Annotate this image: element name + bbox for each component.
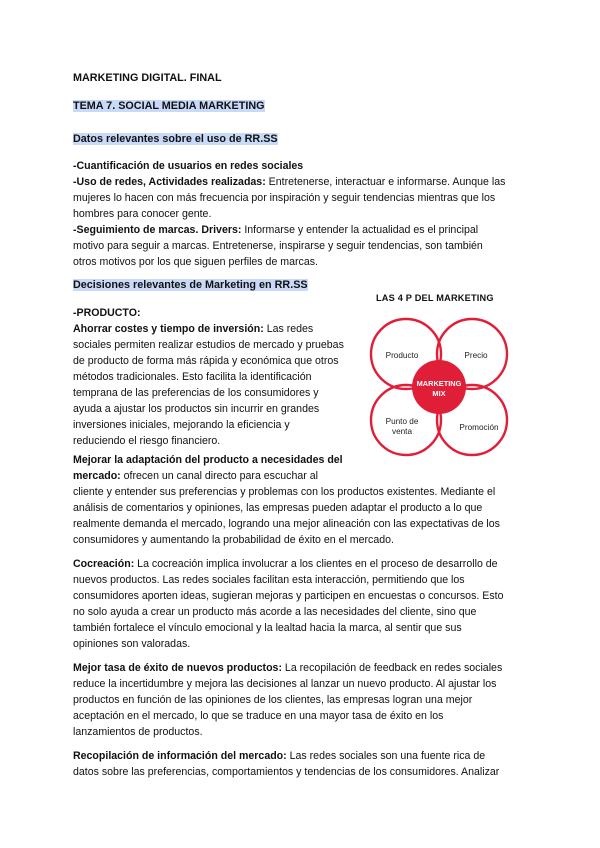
para-mejorar-bold2: mercado: [73, 470, 121, 482]
para-recopilacion-line1 [73, 748, 485, 764]
topic-heading-text: TEMA 7. SOCIAL MEDIA MARKETING [73, 100, 265, 112]
label-mix: MIX [432, 389, 446, 398]
diagram-title: LAS 4 P DEL MARKETING [376, 293, 494, 303]
para-ahorrar-line8: reduciendo el riesgo financiero. [73, 435, 221, 447]
para-recopilacion-line2: datos sobre las preferencias, comportamientos y tendencias de los consumidores. Analizar [73, 766, 500, 778]
para-exito-line2: reduce la incertidumbre y mejora las decisiones al lanzar un nuevo producto. Al ajustar los [73, 678, 497, 690]
para-exito-text: La recopilación de feedback en redes sociales [281, 662, 503, 674]
para-uso-redes-line3: hombres para conocer gente. [73, 208, 212, 220]
para-ahorrar-line4: métodos tradicionales. Esto facilita la identificación [73, 371, 312, 383]
section-heading-decisiones [73, 277, 308, 293]
label-promocion: Promoción [459, 423, 499, 432]
para-exito-bold: Mejor tasa de éxito de nuevos productos: [73, 662, 282, 674]
para-cocreacion-line2: nuevos productos. Las redes sociales facilitan esta interacción, permitiendo que los [73, 574, 465, 586]
para-mejorar-line5: consumidores y aumentando la probabilidad de éxito en el mercado. [73, 534, 394, 546]
para-seguimiento-line2: motivo para seguir a marcas. Entretenerse, inspirarse y seguir tendencias, son también [73, 240, 483, 252]
para-mejorar-bold1: Mejorar la adaptación del producto a necesidades del [73, 454, 343, 466]
para-mejorar-line3: análisis de comentarios y opiniones, las empresas pueden adaptar el producto a lo que [73, 502, 483, 514]
label-punto-line1: Punto de [385, 417, 419, 426]
para-cocreacion-line1 [73, 556, 498, 572]
para-uso-redes-text: Entretenerse, interactuar e informarse. Aunque las [265, 176, 506, 188]
para-ahorrar-text: Las redes [263, 323, 314, 335]
para-seguimiento-line1 [73, 222, 478, 238]
para-seguimiento-text: Informarse y entender la actualidad es el principal [241, 224, 479, 236]
para-cocreacion-line5: también fortalece el vínculo emocional y la lealtad hacia la marca, al sentir que sus [73, 622, 462, 634]
para-uso-redes-line2: mujeres lo hacen con más frecuencia por inspiración y seguir tendencias mientras que los [73, 192, 496, 204]
document-title: MARKETING DIGITAL. FINAL [73, 72, 222, 84]
para-seguimiento-bold: -Seguimiento de marcas. Drivers: [73, 224, 242, 236]
para-recopilacion-bold: Recopilación de información del mercado: [73, 750, 287, 762]
para-uso-redes-line1 [73, 174, 505, 190]
para-mejorar-text: ofrecen un canal directo para escuchar al [120, 470, 318, 482]
para-exito-line5: lanzamientos de productos. [73, 726, 203, 738]
para-mejorar-line2: cliente y entender sus preferencias y problemas con los productos existentes. Mediante el [73, 486, 496, 498]
label-punto-line2: venta [391, 427, 413, 436]
para-cocreacion-bold: Cocreación: [73, 558, 135, 570]
para-exito-line4: aceptación en el mercado, lo que se traduce en una mayor tasa de éxito en los [73, 710, 444, 722]
four-p-diagram [364, 310, 514, 460]
para-mejorar-line4: realmente demanda el mercado, logrando una mejor alineación con las expectativas de los [73, 518, 500, 530]
para-uso-redes-bold: -Uso de redes, Actividades realizadas: [73, 176, 266, 188]
para-exito-line1 [73, 660, 502, 676]
para-exito-line3: productos en función de las opiniones de los clientes, las empresas logran una mejor [73, 694, 473, 706]
para-ahorrar-line5: temprana de las preferencias de los consumidores y [73, 387, 319, 399]
para-cuantificacion: -Cuantificación de usuarios en redes sociales [73, 160, 304, 172]
para-cocreacion-text: La cocreación implica involucrar a los clientes en el proceso de desarrollo de [134, 558, 498, 570]
para-cocreacion-line3: consumidores aporten ideas, sugieran mejoras y participen en encuestas o concursos. Esto [73, 590, 504, 602]
section-heading-datos-text: Datos relevantes sobre el uso de RR.SS [73, 133, 278, 145]
para-ahorrar-line7: inversiones iniciales, mejorando la eficiencia y [73, 419, 290, 431]
producto-label: -PRODUCTO: [73, 307, 141, 319]
label-precio: Precio [464, 351, 488, 360]
para-ahorrar-line6: ayuda a ajustar los productos sin incurrir en grandes [73, 403, 320, 415]
para-mejorar-line1 [73, 468, 318, 484]
label-producto: Producto [385, 351, 419, 360]
para-ahorrar-bold: Ahorrar costes y tiempo de inversión: [73, 323, 264, 335]
para-cocreacion-line6: opiniones son valoradas. [73, 638, 191, 650]
section-heading-datos [73, 131, 278, 147]
section-heading-decisiones-text: Decisiones relevantes de Marketing en RR.SS [73, 279, 308, 291]
para-seguimiento-line3: otros motivos por los que siguen perfiles de marcas. [73, 256, 318, 268]
para-ahorrar-line2: sociales permiten realizar estudios de mercado y pruebas [73, 339, 344, 351]
label-marketing: MARKETING [416, 379, 462, 388]
para-recopilacion-text: Las redes sociales son una fuente rica de [286, 750, 486, 762]
para-cocreacion-line4: no solo ayuda a crear un producto más acorde a las necesidades del cliente, sino que [73, 606, 477, 618]
topic-heading [73, 98, 265, 114]
para-ahorrar-line3: de producto de forma más rápida y económica que otros [73, 355, 339, 367]
para-ahorrar-line1 [73, 321, 313, 337]
